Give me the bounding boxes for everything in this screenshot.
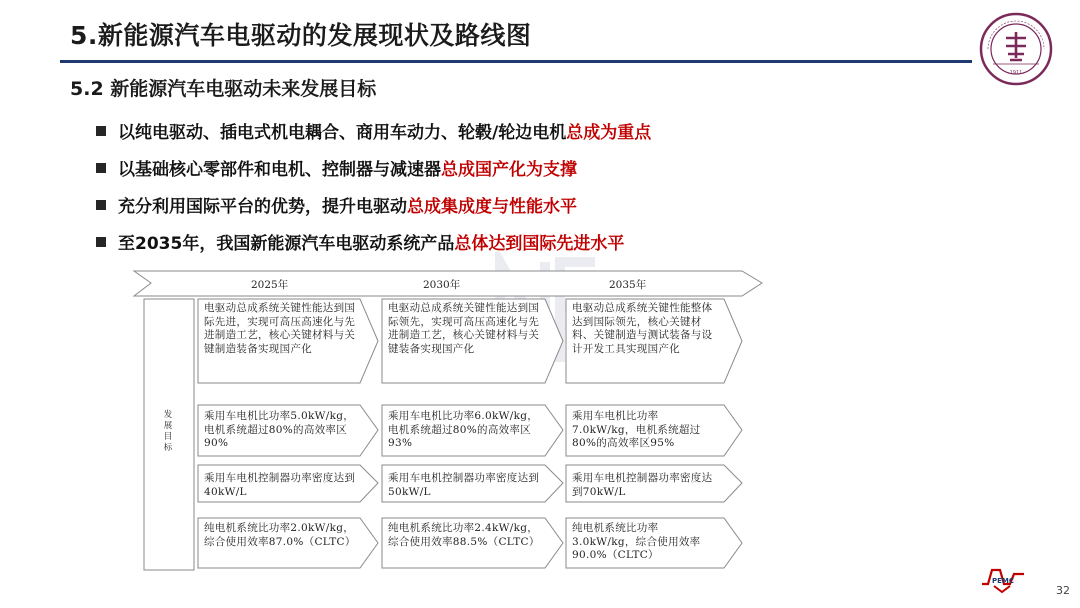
roadmap-cell-text: 纯电机系统比功率3.0kW/kg，综合使用效率90.0%（CLTC） xyxy=(572,522,701,561)
section-subtitle: 5.2 新能源汽车电驱动未来发展目标 xyxy=(70,78,377,100)
development-goal-label: 发展目标 xyxy=(163,410,173,453)
bullet-text: 充分利用国际平台的优势，提升电驱动 xyxy=(118,197,407,217)
bullet-highlight: 总体达到国际先进水平 xyxy=(454,234,625,254)
roadmap-cell-text: 乘用车电机控制器功率密度达到40kW/L xyxy=(204,472,356,498)
roadmap-cell-text: 乘用车电机比功率6.0kW/kg，电机系统超过80%的高效率区93% xyxy=(388,410,539,449)
timeline-year-2025: 2025年 xyxy=(251,279,289,291)
roadmap-cell-text: 电驱动总成系统关键性能整体达到国际领先，核心关键材料、关键制造与测试装备与设计开发工具实现国产化 xyxy=(572,302,713,355)
pemc-logo xyxy=(980,562,1026,598)
svg-text:1911: 1911 xyxy=(1009,70,1023,76)
roadmap-cell-text: 乘用车电机控制器功率密度达到50kW/L xyxy=(388,472,540,498)
slide-title: 5.新能源汽车电驱动的发展现状及路线图 xyxy=(70,21,532,50)
roadmap-cell-text: 电驱动总成系统关键性能达到国际先进，实现可高压高速化与先进制造工艺，核心关键材料与关键制造装备实现国产化 xyxy=(204,302,356,355)
roadmap-cell-text: 乘用车电机控制器功率密度达到70kW/L xyxy=(572,472,713,498)
roadmap-cell-text: 乘用车电机比功率7.0kW/kg，电机系统超过80%的高效率区95% xyxy=(572,410,701,449)
timeline-year-2035: 2035年 xyxy=(609,279,647,291)
bullet-text: 以纯电驱动、插电式机电耦合、商用车动力、轮毂/轮边电机 xyxy=(118,123,567,143)
bullet-highlight: 总成为重点 xyxy=(566,123,652,143)
bullet-text: 以基础核心零部件和电机、控制器与减速器 xyxy=(118,160,441,180)
roadmap-cell-text: 电驱动总成系统关键性能达到国际领先，实现可高压高速化与先进制造工艺，核心关键材料与关键装备实现国产化 xyxy=(388,302,540,355)
timeline-year-2030: 2030年 xyxy=(423,279,461,291)
svg-text:PEMC: PEMC xyxy=(991,577,1015,585)
bullet-text: 至2035年，我国新能源汽车电驱动系统产品 xyxy=(118,234,455,254)
bullet-highlight: 总成国产化为支撑 xyxy=(441,160,577,180)
page-number: 32 xyxy=(1056,584,1070,597)
roadmap-cell-text: 纯电机系统比功率2.4kW/kg，综合使用效率88.5%（CLTC） xyxy=(388,522,540,548)
roadmap-cell-text: 乘用车电机比功率5.0kW/kg，电机系统超过80%的高效率区90% xyxy=(204,410,355,449)
bullet-highlight: 总成集成度与性能水平 xyxy=(407,197,577,217)
roadmap-cell-text: 纯电机系统比功率2.0kW/kg，综合使用效率87.0%（CLTC） xyxy=(204,522,356,548)
